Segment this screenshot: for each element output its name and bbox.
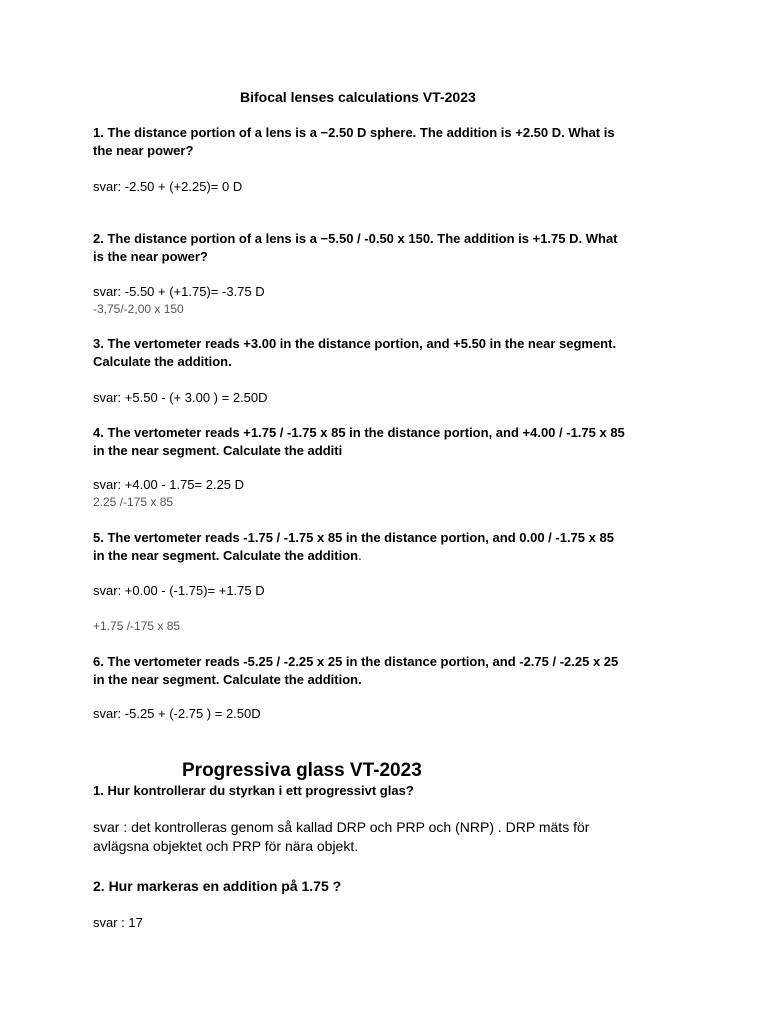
bifocal-a1: svar: -2.50 + (+2.25)= 0 D xyxy=(93,179,243,194)
bifocal-a2: svar: -5.50 + (+1.75)= -3.75 D xyxy=(93,284,265,299)
progressive-q1: 1. Hur kontrollerar du styrkan i ett progressivt glas? xyxy=(93,783,414,798)
bifocal-a6: svar: -5.25 + (-2.75 ) = 2.50D xyxy=(93,706,261,721)
bifocal-q2-line2: is the near power? xyxy=(93,249,208,264)
bifocal-q4-line1: 4. The vertometer reads +1.75 / -1.75 x 85 in the distance portion, and +4.00 / -1.75 x 85 xyxy=(93,425,625,440)
bifocal-q5-line2 xyxy=(93,549,362,562)
bifocal-a4: svar: +4.00 - 1.75= 2.25 D xyxy=(93,477,245,492)
bifocal-q3-line2: Calculate the addition. xyxy=(93,354,232,369)
bifocal-n5: +1.75 /-175 x 85 xyxy=(93,619,181,633)
bifocal-q1-line1: 1. The distance portion of a lens is a −2.50 D sphere. The addition is +2.50 D. What is xyxy=(93,125,615,140)
bifocal-n4: 2.25 /-175 x 85 xyxy=(93,495,174,509)
bifocal-q6-line1: 6. The vertometer reads -5.25 / -2.25 x 25 in the distance portion, and -2.75 / -2.25 x 25 xyxy=(93,654,619,669)
progressive-a1-line2: avlägsna objektet och PRP för nära objekt. xyxy=(93,838,359,854)
bifocal-a3: svar: +5.50 - (+ 3.00 ) = 2.50D xyxy=(93,390,268,405)
bifocal-n2: -3,75/-2,00 x 150 xyxy=(93,302,184,316)
bifocal-q5-line2-text: in the near segment. Calculate the addition xyxy=(93,548,359,563)
progressive-a1-line1: svar : det kontrolleras genom så kallad DRP och PRP och (NRP) . DRP mäts för xyxy=(93,819,590,835)
bifocal-q6-line2: in the near segment. Calculate the addition. xyxy=(93,672,362,687)
progressive-q2: 2. Hur markeras en addition på 1.75 ? xyxy=(93,878,342,894)
bifocal-a5: svar: +0.00 - (-1.75)= +1.75 D xyxy=(93,583,265,598)
bifocal-q2-line1: 2. The distance portion of a lens is a −5.50 / -0.50 x 150. The addition is +1.75 D. What xyxy=(93,231,618,246)
bifocal-q5-line2-dot: . xyxy=(358,548,362,563)
progressive-a2: svar : 17 xyxy=(93,915,143,930)
bifocal-q1-line2: the near power? xyxy=(93,143,194,158)
bifocal-title: Bifocal lenses calculations VT-2023 xyxy=(240,89,476,105)
progressive-title: Progressiva glass VT-2023 xyxy=(182,760,422,781)
bifocal-q3-line1: 3. The vertometer reads +3.00 in the distance portion, and +5.50 in the near segment. xyxy=(93,336,617,351)
bifocal-q4-line2: in the near segment. Calculate the additi xyxy=(93,443,343,458)
bifocal-q5-line1: 5. The vertometer reads -1.75 / -1.75 x 85 in the distance portion, and 0.00 / -1.75 x 85 xyxy=(93,530,614,545)
